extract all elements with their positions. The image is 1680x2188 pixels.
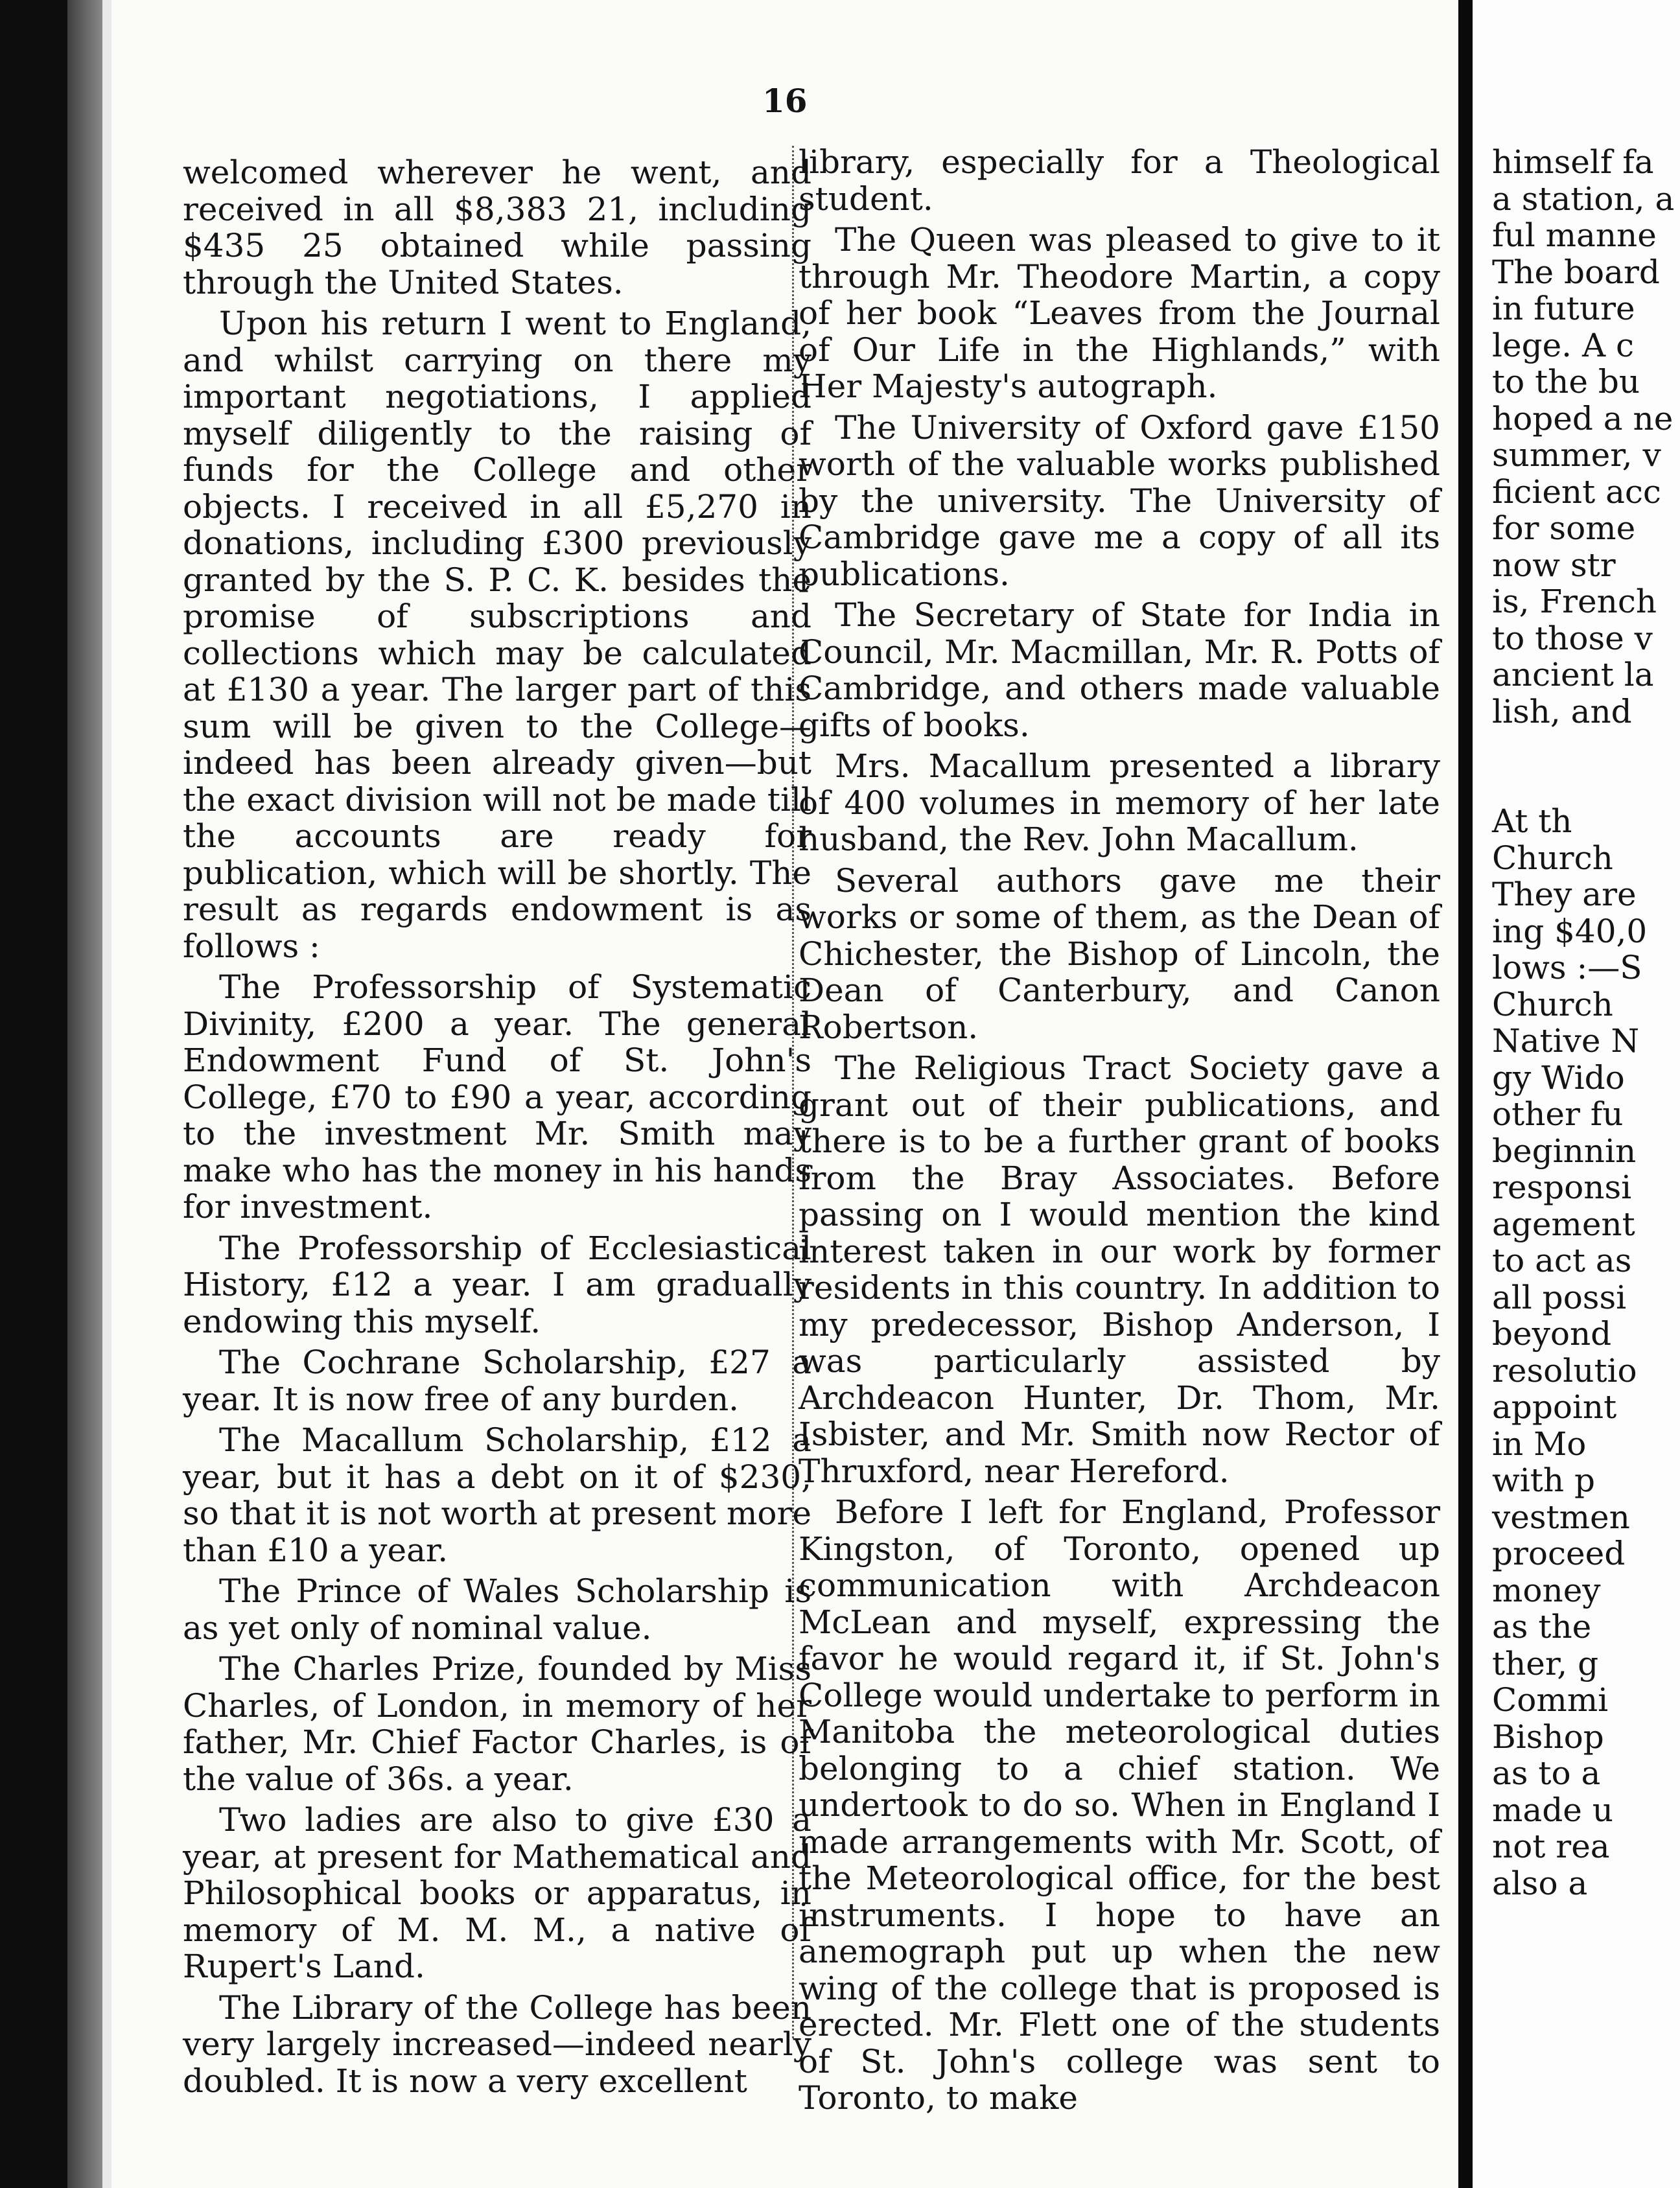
- next-page-line: Church: [1492, 839, 1613, 877]
- paragraph: The Macallum Scholarship, £12 a year, but it has a debt on it of $230, so that it is not worth at present more than £10 a year.: [183, 1421, 811, 1569]
- paragraph: Mrs. Macallum presented a library of 400 volumes in memory of her late husband, the Rev. John Macallum.: [799, 747, 1440, 858]
- next-page-line: The board: [1492, 253, 1660, 291]
- next-page-line: hoped a ne: [1492, 399, 1674, 437]
- next-page-line: ther, g: [1492, 1644, 1599, 1682]
- paragraph: The Prince of Wales Scholarship is as yet only of nominal value.: [183, 1572, 811, 1647]
- next-page-partial: [1473, 0, 1680, 2188]
- next-page-line: beyond: [1492, 1315, 1612, 1353]
- paragraph: The Charles Prize, founded by Miss Charles, of London, in memory of her father, Mr. Chief Factor Charles, is of the value of 36s. a year.: [183, 1650, 811, 1798]
- paragraph: The Library of the College has been very largely increased—indeed nearly doubled. It is now a very excellent: [183, 1988, 811, 2100]
- next-page-line: money: [1492, 1571, 1601, 1609]
- paragraph: welcomed wherever he went, and received in all $8,383 21, including $435 25 obtained while passing through the United States.: [183, 154, 811, 301]
- next-page-line: ancient la: [1492, 656, 1654, 693]
- next-page-line: a station, a: [1492, 180, 1675, 218]
- paragraph: The Cochrane Scholarship, £27 a year. It is now free of any burden.: [183, 1344, 811, 1418]
- paragraph: The Secretary of State for India in Council, Mr. Macmillan, Mr. R. Potts of Cambridge, and others made valuable gifts of books.: [799, 596, 1440, 744]
- next-page-line: beginnin: [1492, 1132, 1637, 1170]
- scan-binding-edge: [67, 0, 102, 2188]
- next-page-line: responsi: [1492, 1169, 1632, 1206]
- next-page-line: Native N: [1492, 1022, 1640, 1060]
- next-page-line: to the bu: [1492, 363, 1640, 401]
- next-page-line: also a: [1492, 1864, 1588, 1902]
- next-page-line: lege. A c: [1492, 326, 1634, 364]
- paragraph: The Professorship of Ecclesiastical History, £12 a year. I am gradually endowing this myself.: [183, 1229, 811, 1340]
- paragraph: Upon his return I went to England, and whilst carrying on there my important negotiations, I applied myself diligently to the raising of funds for the College and other objects. I received in all £5,270 in donations, including £300 previously granted by the S. P. C. K. besides the promise of subscriptions and collections which may be calculated at £130 a year. The larger part of this sum will be given to the College—indeed has been already given—but the exact division will not be made till the accounts are ready for publication, which will be shortly. The result as regards endowment is as follows :: [183, 305, 811, 965]
- next-page-line: all possi: [1492, 1278, 1627, 1316]
- next-page-line: to act as: [1492, 1242, 1632, 1279]
- next-page-line: Bishop: [1492, 1717, 1604, 1756]
- left-column: [183, 154, 811, 2104]
- next-page-line: made u: [1492, 1791, 1613, 1829]
- next-page-line: appoint: [1492, 1388, 1617, 1426]
- next-page-line: resolutio: [1492, 1351, 1637, 1390]
- next-page-line: lows :—S: [1492, 949, 1642, 986]
- next-page-line: as the: [1492, 1608, 1592, 1646]
- next-page-line: agement: [1492, 1205, 1635, 1243]
- next-page-line: lish, and: [1492, 692, 1632, 730]
- next-page-line: Church: [1492, 985, 1613, 1023]
- next-page-line: proceed: [1492, 1535, 1626, 1572]
- scan-page-edge: [102, 0, 111, 2188]
- next-page-line: At th: [1492, 802, 1572, 840]
- next-page-line: as to a: [1492, 1754, 1601, 1792]
- next-page-line: now str: [1492, 546, 1616, 584]
- next-page-line: himself fa: [1492, 143, 1654, 181]
- paragraph: library, especially for a Theological student.: [799, 143, 1440, 218]
- next-page-column: [1492, 144, 1680, 1902]
- paragraph: Before I left for England, Professor Kingston, of Toronto, opened up communication with Archdeacon McLean and myself, expressing the favor he would regard it, if St. John's College would undertake to perform in Manitoba the meteorological duties belonging to a chief station. We undertook to do so. When in England I made arrangements with Mr. Scott, of the Meteorological office, for the best instruments. I hope to have an anemograph put up when the new wing of the college that is proposed is erected. Mr. Flett one of the students of St. John's college was sent to Toronto, to make: [799, 1493, 1440, 2117]
- next-page-line: They are: [1492, 876, 1637, 913]
- paragraph: The Queen was pleased to give to it through Mr. Theodore Martin, a copy of her book “Leaves from the Journal of Our Life in the Highlands,” with Her Majesty's autograph.: [799, 221, 1440, 405]
- next-page-line: in Mo: [1492, 1425, 1587, 1463]
- next-page-line: to those v: [1492, 619, 1653, 657]
- right-column: [799, 144, 1440, 2121]
- paragraph: The Professorship of Systematic Divinity, £200 a year. The general Endowment Fund of St. John's College, £70 to £90 a year, according to the investment Mr. Smith may make who has the money in his hands for investment.: [183, 968, 811, 1226]
- paragraph: Several authors gave me their works or some of them, as the Dean of Chichester, the Bishop of Lincoln, the Dean of Canterbury, and Canon Robertson.: [799, 861, 1440, 1046]
- next-page-line: ful manne: [1492, 216, 1657, 254]
- next-page-line: vestmen: [1492, 1498, 1630, 1536]
- next-page-line: for some: [1492, 509, 1636, 547]
- next-page-line: not rea: [1492, 1828, 1610, 1865]
- page-number: 16: [762, 82, 808, 120]
- next-page-line: ing $40,0: [1492, 912, 1648, 950]
- next-page-line: Commi: [1492, 1681, 1609, 1719]
- next-page-line: in future: [1492, 290, 1635, 327]
- next-page-line: summer, v: [1492, 436, 1661, 474]
- paragraph: The Religious Tract Society gave a grant out of their publications, and there is to be a further grant of books from the Bray Associates. Before passing on I would mention the kind interest taken in our work by former residents in this country. In addition to my predecessor, Bishop Anderson, I was particularly assisted by Archdeacon Hunter, Dr. Thom, Mr. Isbister, and Mr. Smith now Rector of Thruxford, near Hereford.: [799, 1049, 1440, 1490]
- next-page-line: ficient acc: [1492, 472, 1661, 511]
- next-page-line: gy Wido: [1492, 1058, 1625, 1097]
- next-page-line: [1492, 767, 1680, 804]
- page-gutter: [1458, 0, 1473, 2188]
- paragraph: Two ladies are also to give £30 a year, at present for Mathematical and Philosophical books or apparatus, in memory of M. M. M., a native of Rupert's Land.: [183, 1801, 811, 1985]
- next-page-line: other fu: [1492, 1095, 1624, 1133]
- next-page-line: with p: [1492, 1461, 1595, 1499]
- scan-spine-shadow: [0, 0, 67, 2188]
- paragraph: The University of Oxford gave £150 worth of the valuable works published by the university. The University of Cambridge gave me a copy of all its publications.: [799, 408, 1440, 593]
- next-page-line: is, French: [1492, 583, 1657, 620]
- next-page-line: [1492, 730, 1680, 767]
